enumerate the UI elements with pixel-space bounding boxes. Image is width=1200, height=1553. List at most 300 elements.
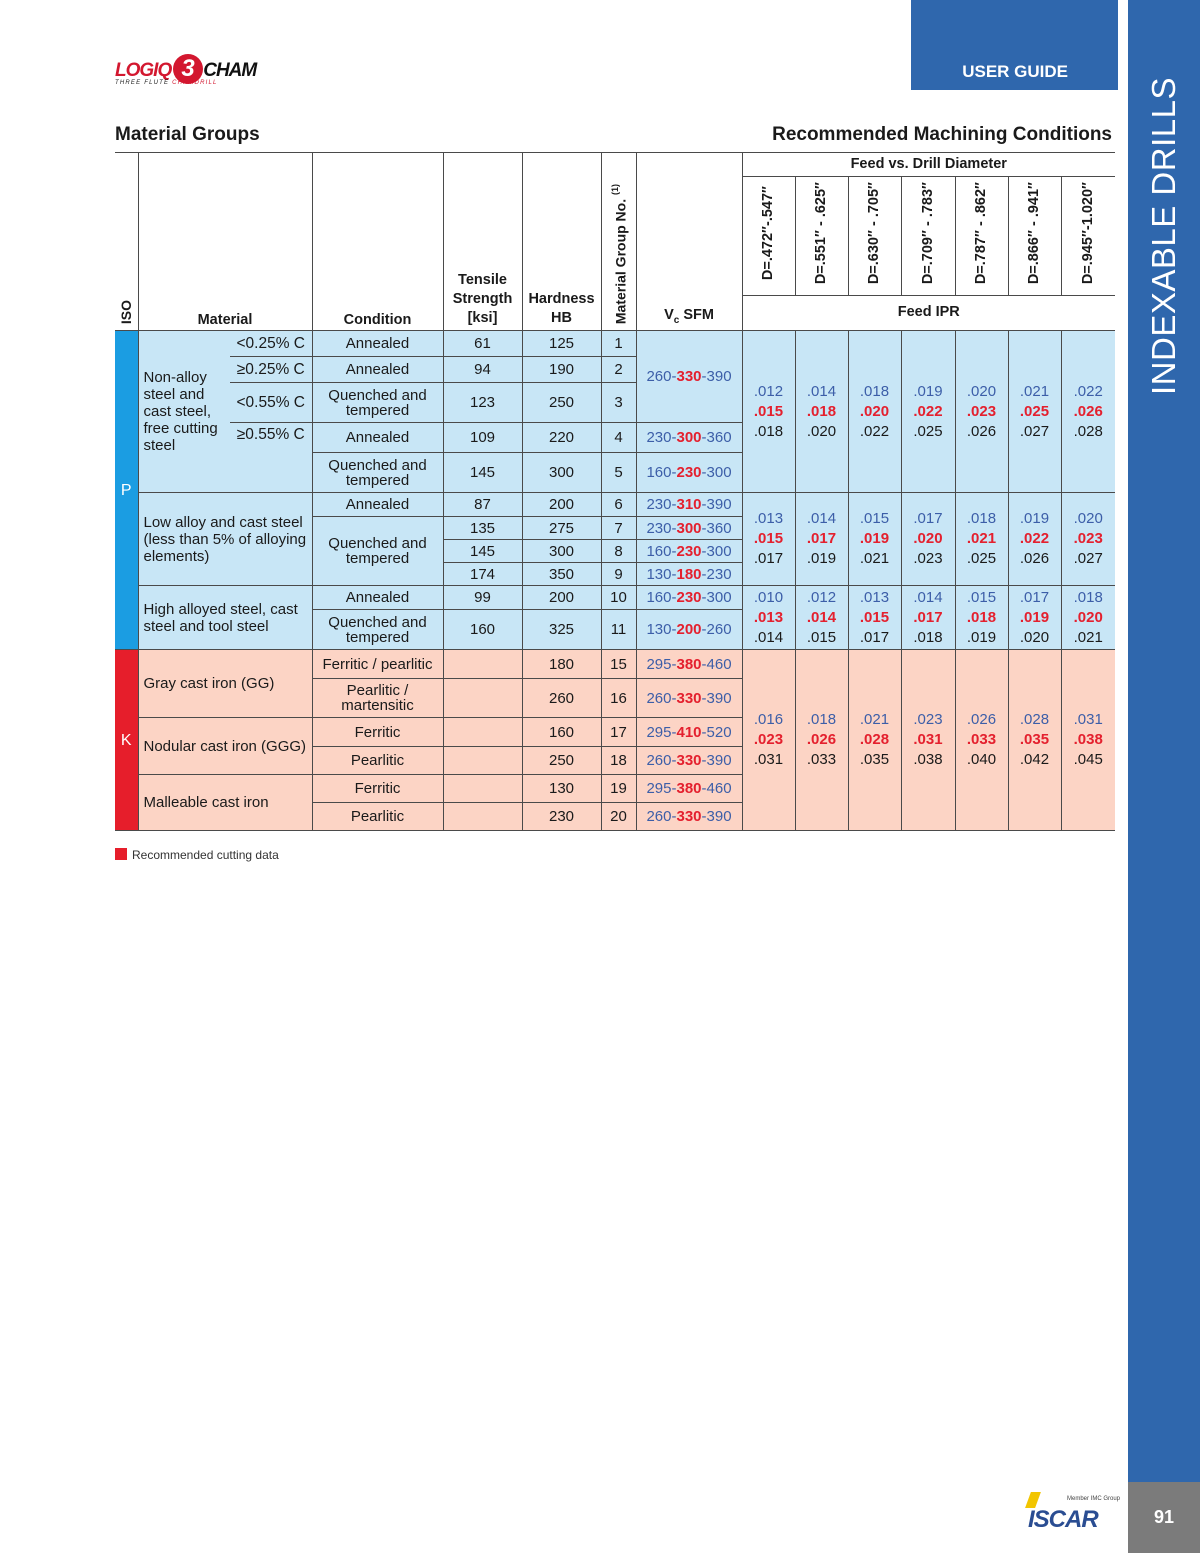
group-no-footnote: (1) — [610, 183, 621, 195]
feed-max: .025 — [913, 422, 943, 440]
hardness-cell: 160 — [522, 718, 601, 747]
feed-min: .019 — [1019, 510, 1050, 527]
feed-min: .020 — [966, 382, 997, 400]
diameter-5: D=.787″ - .862″ — [973, 181, 989, 285]
header-row-top — [115, 153, 1115, 177]
condition-cell: Annealed — [312, 586, 443, 610]
feed-cell — [901, 493, 955, 586]
feed-cell — [1008, 650, 1061, 831]
feed-min: .018 — [859, 382, 890, 400]
vc-symbol: V — [664, 307, 674, 324]
sfm-hi: -360 — [701, 429, 732, 446]
group-cell: 11 — [601, 610, 636, 650]
condition-cell: Quenched and tempered — [312, 383, 443, 423]
feed-max: .020 — [806, 422, 837, 440]
feed-max: .045 — [1073, 751, 1103, 768]
sfm-hi: -230 — [701, 565, 732, 583]
sfm-hi: -390 — [701, 689, 732, 707]
col-vc-sfm — [636, 153, 742, 331]
condition-cell: Pearlitic — [312, 803, 443, 831]
feed-max: .027 — [1019, 422, 1050, 440]
sfm-lo: 160- — [646, 589, 677, 606]
feed-max: .042 — [1019, 751, 1050, 768]
group-cell: 8 — [601, 540, 636, 563]
sfm-lo: 295- — [646, 655, 677, 673]
feed-min: .022 — [1073, 382, 1103, 400]
material-nonalloy: Non-alloy steel and cast steel, free cutting steel — [138, 331, 230, 493]
table-row — [115, 331, 1115, 357]
carbon-range: <0.25% C — [230, 331, 312, 357]
group-cell: 7 — [601, 517, 636, 540]
sfm-rec: 330 — [676, 752, 702, 769]
sfm-rec: 410 — [676, 723, 702, 741]
feed-cell — [795, 586, 848, 650]
sfm-lo: 295- — [646, 780, 677, 797]
feed-rec: .020 — [1073, 608, 1103, 626]
sfm-cell — [636, 563, 742, 586]
condition-cell: Ferritic — [312, 775, 443, 803]
sfm-cell — [636, 517, 742, 540]
sfm-cell — [636, 493, 742, 517]
sfm-rec: 230 — [676, 589, 702, 606]
sfm-hi: -520 — [701, 723, 732, 741]
hardness-cell: 260 — [522, 679, 601, 718]
logo-text-cham: CHAM — [203, 60, 257, 81]
sfm-cell — [636, 747, 742, 775]
diameter-4: D=.709″ - .783″ — [919, 181, 936, 285]
diameter-1: D=.472″-.547″ — [760, 185, 776, 281]
diameter-6: D=.866″ - .941″ — [1026, 181, 1042, 285]
feed-min: .018 — [806, 711, 837, 728]
col-tensile — [443, 153, 522, 331]
diameter-3: D=.630″ - .705″ — [866, 181, 882, 285]
feed-max: .033 — [806, 751, 837, 768]
sfm-cell — [636, 679, 742, 718]
condition-cell: Quenched and tempered — [312, 453, 443, 493]
feed-min: .017 — [1019, 588, 1050, 606]
tensile-cell — [443, 679, 522, 718]
feed-min: .031 — [1073, 711, 1103, 728]
feed-cell — [955, 586, 1008, 650]
sfm-cell — [636, 540, 742, 563]
sfm-cell — [636, 718, 742, 747]
hardness-cell: 350 — [522, 563, 601, 586]
side-title-area — [1128, 0, 1200, 440]
feed-max: .025 — [966, 550, 997, 567]
feed-rec: .013 — [753, 608, 784, 626]
feed-cell — [1061, 650, 1115, 831]
feed-cell — [848, 493, 901, 586]
feed-max: .028 — [1073, 422, 1103, 440]
feed-cell — [742, 331, 795, 493]
feed-cell — [742, 650, 795, 831]
feed-min: .019 — [913, 382, 943, 400]
feed-rec: .014 — [806, 608, 837, 626]
logiq3cham-logo — [115, 55, 265, 88]
feed-cell — [1008, 493, 1061, 586]
sfm-rec: 230 — [676, 542, 702, 560]
feed-rec: .020 — [913, 530, 943, 547]
feed-rec: .018 — [966, 608, 997, 626]
feed-max: .038 — [913, 751, 943, 768]
feed-rec: .022 — [1019, 530, 1050, 547]
material-lowalloy: Low alloy and cast steel (less than 5% of alloying elements) — [138, 493, 312, 586]
group-no-text: Material Group No. — [612, 198, 629, 324]
sfm-rec: 330 — [676, 368, 702, 385]
feed-min: .021 — [859, 711, 890, 728]
feed-rec: .038 — [1073, 731, 1103, 748]
material-nodular-iron: Nodular cast iron (GGG) — [138, 718, 312, 775]
tensile-cell: 109 — [443, 423, 522, 453]
sfm-hi: -300 — [701, 464, 732, 481]
feed-rec: .023 — [753, 731, 784, 748]
sfm-hi: -300 — [701, 589, 732, 606]
group-cell: 15 — [601, 650, 636, 679]
feed-rec: .017 — [913, 608, 943, 626]
sfm-hi: -390 — [701, 808, 732, 825]
feed-min: .010 — [753, 588, 784, 606]
legend-text: Recommended cutting data — [132, 848, 279, 862]
feed-cell — [955, 331, 1008, 493]
condition-cell: Ferritic / pearlitic — [312, 650, 443, 679]
tensile-cell — [443, 775, 522, 803]
sfm-lo: 260- — [646, 689, 677, 707]
feed-cell — [795, 493, 848, 586]
feed-max: .021 — [1073, 628, 1103, 646]
group-cell: 5 — [601, 453, 636, 493]
page-number-box — [1128, 1482, 1200, 1553]
tensile-cell — [443, 650, 522, 679]
sfm-rec: 310 — [676, 496, 702, 513]
logo-tagline-a: THREE FLUTE — [115, 80, 170, 86]
sfm-lo: 160- — [646, 542, 677, 560]
material-gray-iron: Gray cast iron (GG) — [138, 650, 312, 718]
tensile-cell: 145 — [443, 453, 522, 493]
diameter-header — [742, 177, 795, 296]
col-hardness-l1: Hardness — [528, 291, 595, 307]
feed-max: .020 — [1019, 628, 1050, 646]
feed-cell — [901, 331, 955, 493]
condition-cell: Ferritic — [312, 718, 443, 747]
feed-max: .035 — [859, 751, 890, 768]
feed-min: .026 — [966, 711, 997, 728]
feed-rec: .019 — [1019, 608, 1050, 626]
user-guide-label: USER GUIDE — [962, 62, 1068, 81]
logo-tagline — [115, 80, 218, 86]
legend — [115, 848, 279, 862]
hardness-cell: 125 — [522, 331, 601, 357]
iso-p-badge: P — [115, 331, 138, 650]
group-cell: 2 — [601, 357, 636, 383]
hardness-cell: 200 — [522, 586, 601, 610]
col-group-no-label — [608, 184, 629, 324]
diameter-header — [1061, 177, 1115, 296]
sfm-lo: 295- — [646, 723, 677, 741]
sfm-lo: 130- — [646, 565, 677, 583]
feed-max: .017 — [753, 550, 784, 567]
iscar-logo — [1028, 1492, 1120, 1533]
group-cell: 18 — [601, 747, 636, 775]
condition-cell: Quenched and tempered — [312, 517, 443, 586]
carbon-range: ≥0.55% C — [230, 423, 312, 493]
material-highalloy: High alloyed steel, cast steel and tool steel — [138, 586, 312, 650]
logo-three-icon: 3 — [173, 54, 203, 84]
group-cell: 9 — [601, 563, 636, 586]
feed-max: .019 — [806, 550, 837, 567]
sfm-cell — [636, 775, 742, 803]
tensile-cell: 174 — [443, 563, 522, 586]
feed-min: .021 — [1019, 382, 1050, 400]
tensile-cell: 123 — [443, 383, 522, 423]
sfm-rec: 380 — [676, 655, 702, 673]
condition-cell: Annealed — [312, 357, 443, 383]
sfm-rec: 380 — [676, 780, 702, 797]
condition-cell: Quenched and tempered — [312, 610, 443, 650]
col-iso-label: ISO — [117, 299, 134, 324]
feed-rec: .021 — [966, 530, 997, 547]
carbon-range: ≥0.25% C — [230, 357, 312, 383]
sfm-lo: 230- — [646, 496, 677, 513]
feed-rec: .015 — [753, 402, 784, 420]
hardness-cell: 220 — [522, 423, 601, 453]
logo-tagline-b: CHAMDRILL — [172, 80, 218, 86]
page-number: 91 — [1153, 1507, 1175, 1527]
feed-cell — [848, 331, 901, 493]
feed-max: .040 — [966, 751, 997, 768]
group-cell: 3 — [601, 383, 636, 423]
sfm-rec: 230 — [676, 464, 702, 481]
feed-min: .013 — [859, 588, 890, 606]
feed-min: .012 — [753, 382, 784, 400]
condition-cell: Annealed — [312, 331, 443, 357]
feed-cell — [1008, 331, 1061, 493]
feed-min: .014 — [913, 588, 943, 606]
sfm-lo: 230- — [646, 429, 677, 446]
hardness-cell: 300 — [522, 453, 601, 493]
material-malleable-iron: Malleable cast iron — [138, 775, 312, 831]
sfm-hi: -460 — [701, 780, 732, 797]
feed-min: .018 — [1073, 588, 1103, 606]
group-cell: 10 — [601, 586, 636, 610]
table-row — [115, 493, 1115, 517]
sfm-rec: 180 — [676, 565, 702, 583]
group-cell: 6 — [601, 493, 636, 517]
tensile-cell: 94 — [443, 357, 522, 383]
feed-ipr-label: Feed IPR — [742, 296, 1115, 331]
member-imc-text: Member IMC Group — [1066, 1496, 1120, 1502]
hardness-cell: 130 — [522, 775, 601, 803]
feed-rec: .019 — [859, 530, 890, 547]
condition-cell: Pearlitic — [312, 747, 443, 775]
condition-cell: Annealed — [312, 423, 443, 453]
user-guide-tab — [911, 0, 1118, 90]
feed-rec: .015 — [753, 530, 784, 547]
diameter-header — [1008, 177, 1061, 296]
sfm-lo: 230- — [646, 519, 677, 537]
feed-max: .022 — [859, 422, 890, 440]
feed-min: .023 — [913, 711, 943, 728]
feed-min: .020 — [1073, 510, 1103, 527]
sfm-rec: 330 — [676, 689, 702, 707]
diameter-header — [848, 177, 901, 296]
logo-text-logiq: LOGIQ — [115, 60, 172, 81]
feed-min: .028 — [1019, 711, 1050, 728]
sfm-rec: 200 — [676, 621, 702, 638]
tensile-cell: 160 — [443, 610, 522, 650]
feed-max: .014 — [753, 628, 784, 646]
feed-rec: .028 — [859, 731, 890, 748]
feed-min: .018 — [966, 510, 997, 527]
feed-min: .015 — [859, 510, 890, 527]
feed-max: .015 — [806, 628, 837, 646]
condition-cell: Annealed — [312, 493, 443, 517]
feed-cell — [955, 493, 1008, 586]
sfm-cell — [636, 453, 742, 493]
col-hardness — [522, 153, 601, 331]
diameter-2: D=.551″ - .625″ — [813, 181, 829, 285]
feed-min: .012 — [806, 588, 837, 606]
condition-cell: Pearlitic / martensitic — [312, 679, 443, 718]
feed-cell — [742, 493, 795, 586]
hardness-cell: 200 — [522, 493, 601, 517]
group-cell: 17 — [601, 718, 636, 747]
feed-cell — [848, 650, 901, 831]
sfm-hi: -260 — [701, 621, 732, 638]
feed-min: .014 — [806, 510, 837, 527]
feed-min: .013 — [753, 510, 784, 527]
vc-unit: SFM — [679, 307, 714, 324]
tensile-cell: 99 — [443, 586, 522, 610]
feed-rec: .035 — [1019, 731, 1050, 748]
group-cell: 16 — [601, 679, 636, 718]
diameter-header — [901, 177, 955, 296]
feed-rec: .025 — [1019, 402, 1050, 420]
group-cell: 4 — [601, 423, 636, 453]
iscar-wordmark: ISCAR — [1028, 1506, 1098, 1533]
sfm-rec: 300 — [676, 519, 702, 537]
hardness-cell: 190 — [522, 357, 601, 383]
vc-subscript: c — [673, 315, 680, 326]
diameter-header — [795, 177, 848, 296]
sfm-cell — [636, 423, 742, 453]
diameter-7: D=.945″-1.020″ — [1079, 181, 1096, 285]
feed-max: .017 — [859, 628, 890, 646]
group-cell: 1 — [601, 331, 636, 357]
feed-min: .015 — [966, 588, 997, 606]
feed-rec: .017 — [806, 530, 837, 547]
hardness-cell: 275 — [522, 517, 601, 540]
tensile-cell: 135 — [443, 517, 522, 540]
feed-max: .027 — [1073, 550, 1103, 567]
col-hardness-l2: HB — [551, 310, 572, 326]
sfm-cell — [636, 650, 742, 679]
sfm-rec: 300 — [676, 429, 702, 446]
legend-swatch-icon — [115, 848, 127, 860]
feed-vs-diameter: Feed vs. Drill Diameter — [742, 153, 1115, 177]
side-band — [1128, 0, 1200, 1553]
feed-min: .017 — [913, 510, 943, 527]
feed-min: .014 — [806, 382, 837, 400]
tensile-cell: 61 — [443, 331, 522, 357]
feed-cell — [1061, 586, 1115, 650]
group-cell: 20 — [601, 803, 636, 831]
feed-rec: .020 — [859, 402, 890, 420]
feed-cell — [795, 331, 848, 493]
sfm-lo: 260- — [646, 368, 677, 385]
iso-k-badge: K — [115, 650, 138, 831]
feed-rec: .023 — [1073, 530, 1103, 547]
feed-max: .019 — [966, 628, 997, 646]
heading-machining-conditions: Recommended Machining Conditions — [772, 124, 1112, 145]
hardness-cell: 300 — [522, 540, 601, 563]
feed-min: .016 — [753, 711, 784, 728]
feed-max: .021 — [859, 550, 890, 567]
sfm-hi: -390 — [701, 496, 732, 513]
side-title: INDEXABLE DRILLS — [1145, 77, 1182, 395]
feed-cell — [901, 650, 955, 831]
sfm-lo: 160- — [646, 464, 677, 481]
col-tensile-l2: Strength — [452, 291, 513, 307]
hardness-cell: 250 — [522, 747, 601, 775]
feed-max: .018 — [753, 422, 784, 440]
sfm-cell — [636, 331, 742, 423]
tensile-cell — [443, 718, 522, 747]
feed-cell — [1061, 493, 1115, 586]
col-material: Material — [138, 153, 312, 331]
feed-cell — [848, 586, 901, 650]
feed-max: .023 — [913, 550, 943, 567]
table-row — [115, 650, 1115, 679]
feed-rec: .015 — [859, 608, 890, 626]
feed-rec: .018 — [806, 402, 837, 420]
table-row — [115, 586, 1115, 610]
col-condition: Condition — [312, 153, 443, 331]
hardness-cell: 325 — [522, 610, 601, 650]
group-cell: 19 — [601, 775, 636, 803]
hardness-cell: 180 — [522, 650, 601, 679]
carbon-range: <0.55% C — [230, 383, 312, 423]
tensile-cell — [443, 803, 522, 831]
feed-rec: .033 — [966, 731, 997, 748]
sfm-lo: 260- — [646, 752, 677, 769]
hardness-cell: 230 — [522, 803, 601, 831]
sfm-cell — [636, 803, 742, 831]
feed-rec: .023 — [966, 402, 997, 420]
col-tensile-l1: Tensile — [458, 272, 507, 288]
feed-max: .026 — [966, 422, 997, 440]
feed-cell — [1061, 331, 1115, 493]
heading-material-groups: Material Groups — [115, 124, 260, 145]
tensile-cell — [443, 747, 522, 775]
feed-rec: .026 — [806, 731, 837, 748]
feed-rec: .031 — [913, 731, 943, 748]
sfm-hi: -460 — [701, 655, 732, 673]
sfm-lo: 130- — [646, 621, 677, 638]
sfm-hi: -390 — [701, 368, 732, 385]
feed-rec: .026 — [1073, 402, 1103, 420]
feed-cell — [901, 586, 955, 650]
col-tensile-l3: [ksi] — [467, 310, 498, 326]
sfm-cell — [636, 586, 742, 610]
feed-rec: .022 — [913, 402, 943, 420]
tensile-cell: 87 — [443, 493, 522, 517]
feed-max: .018 — [913, 628, 943, 646]
tensile-cell: 145 — [443, 540, 522, 563]
sfm-lo: 260- — [646, 808, 677, 825]
sfm-hi: -360 — [701, 519, 732, 537]
col-iso — [115, 153, 138, 331]
feed-cell — [955, 650, 1008, 831]
